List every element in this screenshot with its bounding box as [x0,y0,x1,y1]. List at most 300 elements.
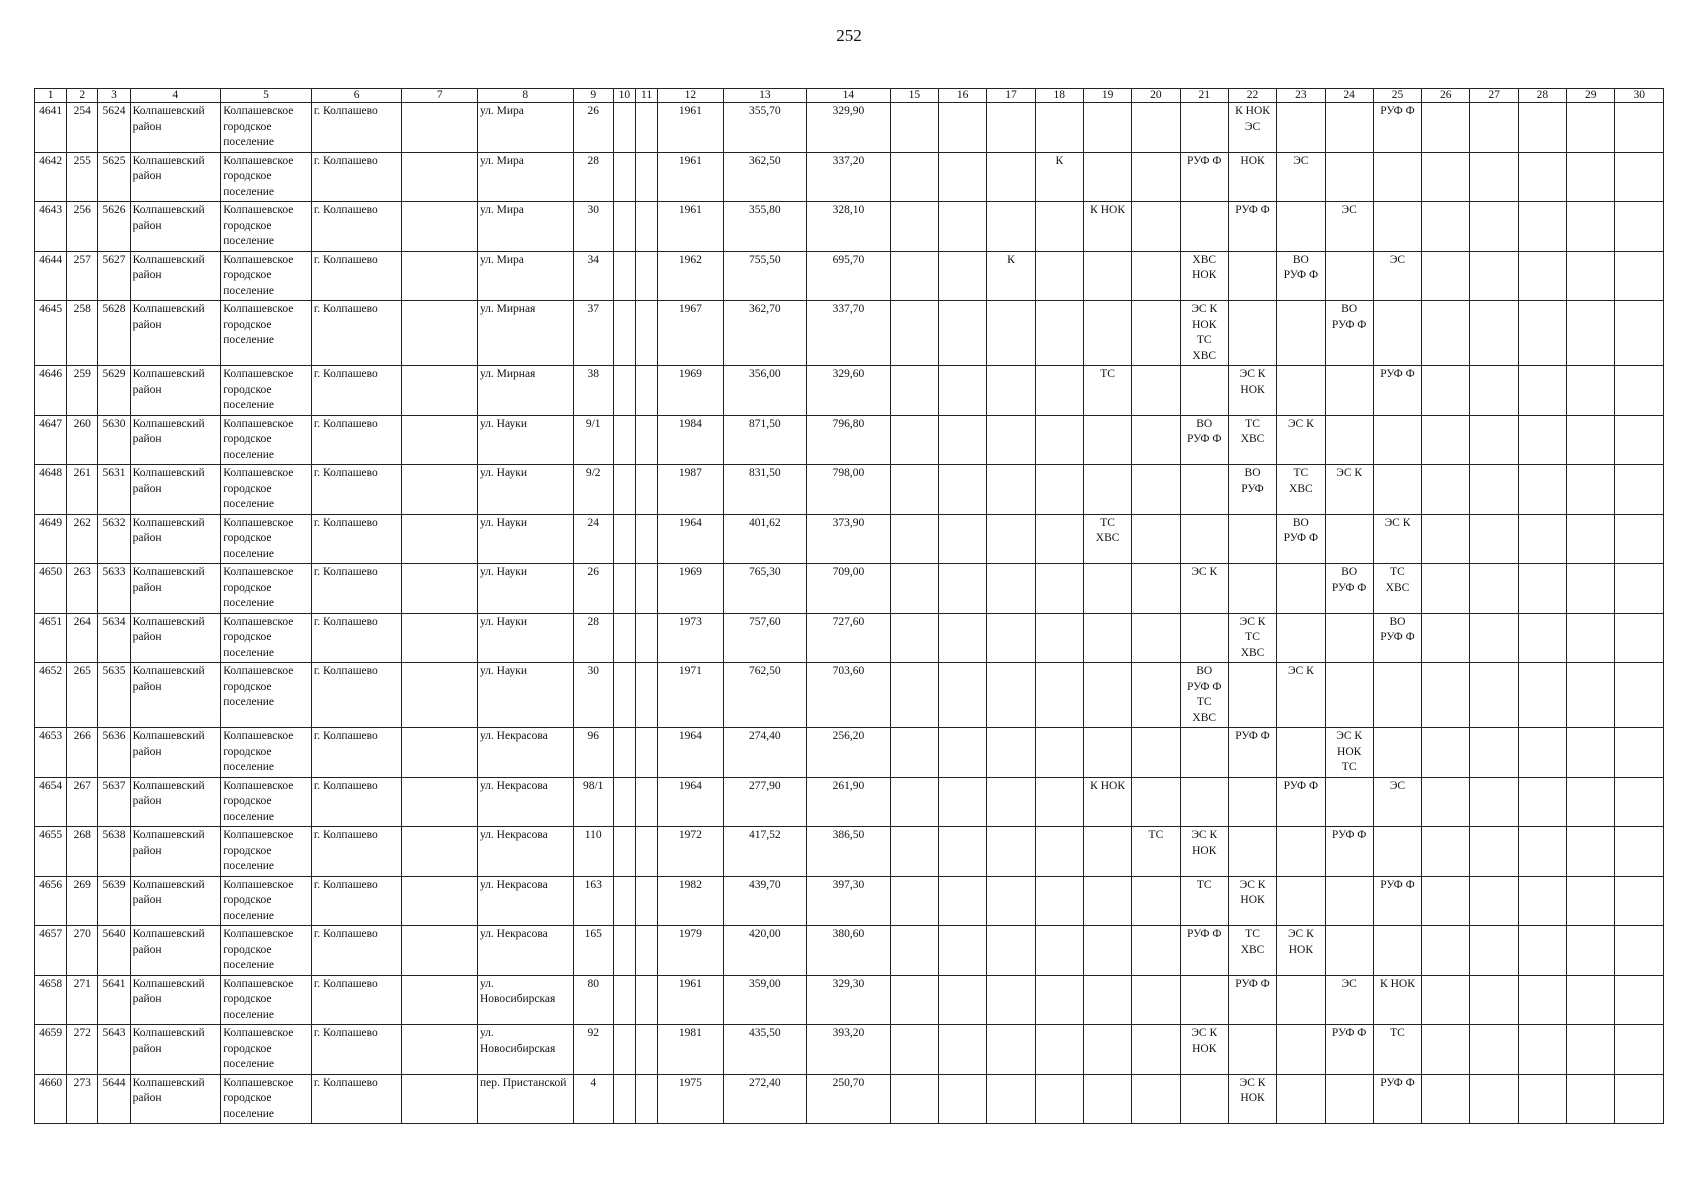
cell-col-5: Колпашевское городское поселение [221,926,312,976]
cell-col-5: Колпашевское городское поселение [221,777,312,827]
cell-col-8: ул. Науки [477,415,573,465]
cell-col-7 [402,514,478,564]
cell-col-11 [635,465,657,515]
cell-col-8: ул. Науки [477,663,573,728]
cell-col-10 [613,415,635,465]
cell-col-11 [635,613,657,663]
cell-col-5: Колпашевское городское поселение [221,415,312,465]
cell-col-26 [1422,613,1470,663]
cell-col-30 [1615,202,1664,252]
cell-col-22: ЭС К НОК [1228,366,1276,416]
cell-col-19 [1083,728,1131,778]
cell-col-21: ЭС К НОК [1180,827,1228,877]
cell-col-4: Колпашевский район [130,366,221,416]
cell-col-19 [1083,564,1131,614]
cell-col-25: ЭС К [1373,514,1421,564]
cell-col-16 [939,975,987,1025]
cell-col-1: 4659 [35,1025,67,1075]
cell-col-17 [987,926,1035,976]
cell-col-23: ВО РУФ Ф [1277,251,1325,301]
cell-col-20 [1132,514,1180,564]
cell-col-23 [1277,827,1325,877]
cell-col-16 [939,514,987,564]
cell-col-1: 4641 [35,103,67,153]
cell-col-14: 337,20 [807,152,891,202]
cell-col-20 [1132,975,1180,1025]
cell-col-10 [613,663,635,728]
cell-col-24 [1325,1074,1373,1124]
cell-col-13: 274,40 [723,728,807,778]
cell-col-28 [1518,613,1566,663]
cell-col-4: Колпашевский район [130,301,221,366]
table-row [35,251,1664,301]
cell-col-25 [1373,202,1421,252]
cell-col-21 [1180,103,1228,153]
cell-col-16 [939,301,987,366]
column-header-30: 30 [1615,89,1664,103]
cell-col-21: РУФ Ф [1180,152,1228,202]
cell-col-8: ул. Мира [477,103,573,153]
cell-col-29 [1567,202,1615,252]
cell-col-20 [1132,926,1180,976]
cell-col-13: 831,50 [723,465,807,515]
cell-col-9: 38 [573,366,613,416]
cell-col-11 [635,202,657,252]
cell-col-30 [1615,777,1664,827]
cell-col-26 [1422,465,1470,515]
cell-col-9: 26 [573,564,613,614]
cell-col-24 [1325,103,1373,153]
cell-col-10 [613,465,635,515]
cell-col-25 [1373,926,1421,976]
cell-col-21: РУФ Ф [1180,926,1228,976]
cell-col-27 [1470,1074,1518,1124]
cell-col-8: ул. Новосибирская [477,975,573,1025]
cell-col-10 [613,728,635,778]
table-body [35,103,1664,1124]
cell-col-28 [1518,301,1566,366]
cell-col-2: 267 [67,777,98,827]
cell-col-2: 273 [67,1074,98,1124]
cell-col-8: пер. Пристанской [477,1074,573,1124]
cell-col-7 [402,1025,478,1075]
cell-col-5: Колпашевское городское поселение [221,1074,312,1124]
cell-col-3: 5641 [98,975,130,1025]
cell-col-11 [635,366,657,416]
cell-col-29 [1567,251,1615,301]
cell-col-26 [1422,1025,1470,1075]
cell-col-22: РУФ Ф [1228,728,1276,778]
cell-col-14: 709,00 [807,564,891,614]
cell-col-7 [402,1074,478,1124]
cell-col-27 [1470,613,1518,663]
cell-col-3: 5627 [98,251,130,301]
cell-col-1: 4657 [35,926,67,976]
cell-col-14: 703,60 [807,663,891,728]
cell-col-11 [635,777,657,827]
cell-col-27 [1470,926,1518,976]
cell-col-26 [1422,663,1470,728]
cell-col-6: г. Колпашево [311,975,402,1025]
cell-col-27 [1470,663,1518,728]
cell-col-9: 30 [573,202,613,252]
table-row [35,975,1664,1025]
cell-col-17 [987,202,1035,252]
cell-col-2: 272 [67,1025,98,1075]
cell-col-6: г. Колпашево [311,777,402,827]
cell-col-4: Колпашевский район [130,465,221,515]
cell-col-25: РУФ Ф [1373,1074,1421,1124]
cell-col-16 [939,465,987,515]
cell-col-5: Колпашевское городское поселение [221,564,312,614]
cell-col-13: 439,70 [723,876,807,926]
cell-col-20 [1132,202,1180,252]
cell-col-6: г. Колпашево [311,728,402,778]
cell-col-9: 96 [573,728,613,778]
cell-col-6: г. Колпашево [311,514,402,564]
cell-col-17 [987,415,1035,465]
cell-col-26 [1422,251,1470,301]
cell-col-21 [1180,366,1228,416]
cell-col-12: 1967 [658,301,723,366]
cell-col-3: 5633 [98,564,130,614]
cell-col-1: 4642 [35,152,67,202]
cell-col-12: 1964 [658,728,723,778]
column-header-21: 21 [1180,89,1228,103]
cell-col-10 [613,564,635,614]
cell-col-30 [1615,366,1664,416]
cell-col-30 [1615,876,1664,926]
cell-col-18 [1035,202,1083,252]
column-header-6: 6 [311,89,402,103]
cell-col-17 [987,1074,1035,1124]
cell-col-30 [1615,975,1664,1025]
column-header-18: 18 [1035,89,1083,103]
cell-col-21 [1180,202,1228,252]
cell-col-24: РУФ Ф [1325,1025,1373,1075]
cell-col-27 [1470,152,1518,202]
cell-col-7 [402,926,478,976]
cell-col-5: Колпашевское городское поселение [221,514,312,564]
cell-col-10 [613,1074,635,1124]
cell-col-4: Колпашевский район [130,777,221,827]
cell-col-27 [1470,301,1518,366]
cell-col-15 [890,975,938,1025]
cell-col-28 [1518,415,1566,465]
cell-col-10 [613,1025,635,1075]
column-header-1: 1 [35,89,67,103]
cell-col-14: 329,90 [807,103,891,153]
cell-col-10 [613,366,635,416]
cell-col-14: 796,80 [807,415,891,465]
cell-col-29 [1567,777,1615,827]
cell-col-1: 4654 [35,777,67,827]
cell-col-20 [1132,103,1180,153]
cell-col-1: 4656 [35,876,67,926]
cell-col-6: г. Колпашево [311,366,402,416]
cell-col-11 [635,564,657,614]
table-row [35,301,1664,366]
cell-col-24 [1325,926,1373,976]
cell-col-29 [1567,514,1615,564]
cell-col-3: 5638 [98,827,130,877]
cell-col-26 [1422,728,1470,778]
cell-col-16 [939,728,987,778]
cell-col-14: 256,20 [807,728,891,778]
cell-col-20 [1132,1025,1180,1075]
cell-col-13: 417,52 [723,827,807,877]
cell-col-2: 260 [67,415,98,465]
cell-col-18 [1035,251,1083,301]
cell-col-22: К НОК ЭС [1228,103,1276,153]
cell-col-4: Колпашевский район [130,663,221,728]
cell-col-7 [402,251,478,301]
column-header-5: 5 [221,89,312,103]
column-header-15: 15 [890,89,938,103]
cell-col-5: Колпашевское городское поселение [221,1025,312,1075]
cell-col-12: 1969 [658,564,723,614]
cell-col-9: 34 [573,251,613,301]
column-header-28: 28 [1518,89,1566,103]
cell-col-15 [890,564,938,614]
cell-col-23: ТС ХВС [1277,465,1325,515]
cell-col-18 [1035,103,1083,153]
cell-col-23 [1277,613,1325,663]
cell-col-17 [987,514,1035,564]
cell-col-26 [1422,514,1470,564]
cell-col-5: Колпашевское городское поселение [221,301,312,366]
cell-col-6: г. Колпашево [311,152,402,202]
cell-col-29 [1567,1074,1615,1124]
cell-col-2: 266 [67,728,98,778]
cell-col-4: Колпашевский район [130,564,221,614]
cell-col-28 [1518,152,1566,202]
table-row [35,876,1664,926]
cell-col-30 [1615,613,1664,663]
cell-col-9: 26 [573,103,613,153]
cell-col-19 [1083,827,1131,877]
cell-col-19 [1083,152,1131,202]
cell-col-8: ул. Мирная [477,366,573,416]
cell-col-19 [1083,301,1131,366]
cell-col-3: 5636 [98,728,130,778]
cell-col-24: ВО РУФ Ф [1325,301,1373,366]
cell-col-23 [1277,564,1325,614]
cell-col-27 [1470,514,1518,564]
cell-col-28 [1518,564,1566,614]
cell-col-14: 329,30 [807,975,891,1025]
cell-col-10 [613,152,635,202]
cell-col-22 [1228,301,1276,366]
cell-col-20: ТС [1132,827,1180,877]
cell-col-29 [1567,975,1615,1025]
cell-col-14: 380,60 [807,926,891,976]
cell-col-6: г. Колпашево [311,613,402,663]
cell-col-22 [1228,1025,1276,1075]
cell-col-21: ЭС К [1180,564,1228,614]
cell-col-23 [1277,728,1325,778]
cell-col-28 [1518,514,1566,564]
cell-col-26 [1422,975,1470,1025]
cell-col-5: Колпашевское городское поселение [221,465,312,515]
cell-col-4: Колпашевский район [130,514,221,564]
cell-col-13: 355,80 [723,202,807,252]
cell-col-27 [1470,876,1518,926]
cell-col-3: 5630 [98,415,130,465]
cell-col-28 [1518,728,1566,778]
cell-col-16 [939,202,987,252]
cell-col-20 [1132,1074,1180,1124]
cell-col-26 [1422,366,1470,416]
cell-col-6: г. Колпашево [311,1074,402,1124]
cell-col-22: ТС ХВС [1228,926,1276,976]
cell-col-23 [1277,366,1325,416]
cell-col-11 [635,975,657,1025]
cell-col-3: 5624 [98,103,130,153]
cell-col-13: 272,40 [723,1074,807,1124]
cell-col-30 [1615,1025,1664,1075]
cell-col-1: 4651 [35,613,67,663]
cell-col-3: 5631 [98,465,130,515]
cell-col-25 [1373,728,1421,778]
cell-col-13: 401,62 [723,514,807,564]
cell-col-19 [1083,613,1131,663]
cell-col-24 [1325,777,1373,827]
cell-col-11 [635,415,657,465]
cell-col-7 [402,465,478,515]
column-header-2: 2 [67,89,98,103]
cell-col-9: 30 [573,663,613,728]
cell-col-1: 4644 [35,251,67,301]
cell-col-30 [1615,514,1664,564]
cell-col-23 [1277,1025,1325,1075]
cell-col-19 [1083,1074,1131,1124]
cell-col-7 [402,728,478,778]
cell-col-21 [1180,777,1228,827]
cell-col-17 [987,1025,1035,1075]
cell-col-28 [1518,202,1566,252]
cell-col-16 [939,1074,987,1124]
cell-col-11 [635,1025,657,1075]
cell-col-22 [1228,514,1276,564]
cell-col-12: 1961 [658,202,723,252]
column-header-25: 25 [1373,89,1421,103]
cell-col-21: ХВС НОК [1180,251,1228,301]
cell-col-5: Колпашевское городское поселение [221,663,312,728]
cell-col-15 [890,301,938,366]
cell-col-16 [939,251,987,301]
cell-col-16 [939,777,987,827]
cell-col-2: 269 [67,876,98,926]
cell-col-15 [890,465,938,515]
cell-col-20 [1132,366,1180,416]
cell-col-16 [939,613,987,663]
column-header-23: 23 [1277,89,1325,103]
cell-col-4: Колпашевский район [130,103,221,153]
cell-col-19: К НОК [1083,777,1131,827]
cell-col-22 [1228,777,1276,827]
cell-col-25: РУФ Ф [1373,876,1421,926]
cell-col-3: 5632 [98,514,130,564]
cell-col-9: 165 [573,926,613,976]
cell-col-4: Колпашевский район [130,975,221,1025]
cell-col-16 [939,663,987,728]
cell-col-24: ЭС К НОК ТС [1325,728,1373,778]
cell-col-30 [1615,1074,1664,1124]
cell-col-1: 4660 [35,1074,67,1124]
cell-col-29 [1567,465,1615,515]
cell-col-13: 765,30 [723,564,807,614]
cell-col-3: 5626 [98,202,130,252]
cell-col-14: 798,00 [807,465,891,515]
register-table [34,88,1664,1124]
cell-col-13: 356,00 [723,366,807,416]
cell-col-27 [1470,103,1518,153]
cell-col-24: ЭС [1325,202,1373,252]
cell-col-23: ЭС К НОК [1277,926,1325,976]
cell-col-9: 80 [573,975,613,1025]
cell-col-16 [939,564,987,614]
table-row [35,152,1664,202]
cell-col-20 [1132,564,1180,614]
cell-col-24 [1325,663,1373,728]
cell-col-18: К [1035,152,1083,202]
cell-col-28 [1518,827,1566,877]
cell-col-29 [1567,728,1615,778]
cell-col-6: г. Колпашево [311,202,402,252]
table-row [35,663,1664,728]
cell-col-11 [635,1074,657,1124]
cell-col-13: 871,50 [723,415,807,465]
cell-col-20 [1132,415,1180,465]
cell-col-10 [613,202,635,252]
table-row [35,613,1664,663]
cell-col-30 [1615,152,1664,202]
cell-col-21 [1180,975,1228,1025]
cell-col-12: 1971 [658,663,723,728]
cell-col-16 [939,366,987,416]
cell-col-28 [1518,876,1566,926]
cell-col-30 [1615,926,1664,976]
cell-col-17 [987,301,1035,366]
cell-col-13: 359,00 [723,975,807,1025]
cell-col-17 [987,975,1035,1025]
cell-col-8: ул. Мира [477,152,573,202]
cell-col-27 [1470,728,1518,778]
cell-col-12: 1961 [658,152,723,202]
cell-col-26 [1422,777,1470,827]
cell-col-9: 9/2 [573,465,613,515]
cell-col-3: 5639 [98,876,130,926]
cell-col-30 [1615,415,1664,465]
cell-col-21: ВО РУФ Ф [1180,415,1228,465]
cell-col-19: К НОК [1083,202,1131,252]
table-row [35,366,1664,416]
cell-col-8: ул. Новосибирская [477,1025,573,1075]
cell-col-14: 250,70 [807,1074,891,1124]
cell-col-24 [1325,152,1373,202]
cell-col-29 [1567,876,1615,926]
cell-col-8: ул. Некрасова [477,876,573,926]
header-row [35,89,1664,103]
cell-col-24: ЭС К [1325,465,1373,515]
cell-col-3: 5635 [98,663,130,728]
cell-col-12: 1987 [658,465,723,515]
cell-col-28 [1518,251,1566,301]
cell-col-4: Колпашевский район [130,728,221,778]
cell-col-2: 268 [67,827,98,877]
cell-col-23 [1277,1074,1325,1124]
